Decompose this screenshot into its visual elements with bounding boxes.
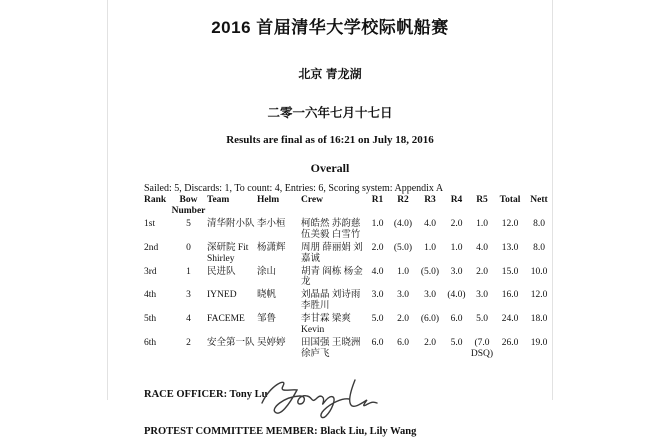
cell-rank: 1st <box>144 218 156 229</box>
cell-r1: 3.0 <box>371 290 384 301</box>
cell-r3: (5.0) <box>420 266 440 277</box>
table-row <box>144 219 553 243</box>
cell-r2: 1.0 <box>397 266 409 277</box>
signature-block <box>144 389 516 400</box>
cell-r3: 2.0 <box>424 338 436 349</box>
table-row <box>144 243 553 267</box>
cell-total: 16.0 <box>501 290 519 301</box>
cell-r4: 5.0 <box>450 338 463 349</box>
cell-crew: 胡青 阎栋 杨金龙 <box>301 266 363 288</box>
cell-r5: 2.0 <box>476 266 488 277</box>
cell-r2: 3.0 <box>397 290 409 301</box>
column-header-r2: R2 <box>397 195 409 205</box>
cell-r3: (6.0) <box>420 314 440 325</box>
event-location: 北京 青龙湖 <box>298 67 362 81</box>
cell-nett: 10.0 <box>530 266 548 277</box>
cell-r2: (4.0) <box>393 218 413 229</box>
cell-r4: (4.0) <box>447 290 466 301</box>
column-header-rank: Rank <box>144 195 167 205</box>
cell-bow: 3 <box>186 290 191 301</box>
cell-crew: 刘晶晶 刘诗雨 李胜川 <box>301 290 361 312</box>
cell-r5: 4.0 <box>476 242 488 253</box>
cell-nett: 8.0 <box>533 218 545 229</box>
cell-helm: 杨潇辉 <box>257 242 286 253</box>
page-title: 2016 首届清华大学校际帆船赛 <box>211 18 449 37</box>
cell-rank: 5th <box>144 314 157 325</box>
cell-crew: 柯皓然 苏韵慈 伍美毅 白雪竹 <box>301 218 361 240</box>
column-header-bow: Bow Number <box>171 195 206 216</box>
cell-bow: 4 <box>186 314 191 325</box>
cell-rank: 2nd <box>144 242 159 253</box>
cell-r3: 3.0 <box>424 290 436 301</box>
cell-r4: 2.0 <box>450 218 463 229</box>
cell-team: IYNED <box>207 290 237 301</box>
cell-r2: 6.0 <box>397 338 409 349</box>
cell-team: 民进队 <box>207 266 236 277</box>
column-header-crew: Crew <box>301 195 323 205</box>
cell-bow: 1 <box>186 266 191 277</box>
cell-bow: 0 <box>186 242 191 253</box>
cell-r5: 3.0 <box>476 290 488 301</box>
column-header-r1: R1 <box>371 195 384 205</box>
cell-team: FACEME <box>207 314 245 325</box>
cell-r3: 1.0 <box>424 242 436 253</box>
cell-total: 15.0 <box>501 266 519 277</box>
cell-r4: 3.0 <box>450 266 463 277</box>
section-title-overall: Overall <box>310 161 350 175</box>
cell-r5: 1.0 <box>476 218 488 229</box>
cell-r4: 6.0 <box>450 314 463 325</box>
cell-nett: 8.0 <box>533 242 545 253</box>
table-row <box>144 267 553 291</box>
cell-r1: 4.0 <box>371 266 384 277</box>
cell-helm: 涂山 <box>257 266 277 277</box>
cell-r1: 1.0 <box>371 218 384 229</box>
cell-helm: 李小桓 <box>257 218 286 229</box>
column-header-r3: R3 <box>424 195 436 205</box>
table-row <box>144 338 553 362</box>
cell-r3: 4.0 <box>424 218 436 229</box>
cell-team: 清华附小队 <box>207 218 255 229</box>
cell-rank: 3rd <box>144 266 157 277</box>
cell-total: 12.0 <box>501 218 519 229</box>
cell-r5: 5.0 <box>476 314 488 325</box>
column-header-r4: R4 <box>450 195 463 205</box>
column-header-team: Team <box>207 195 230 205</box>
series-summary: Sailed: 5, Discards: 1, To count: 4, Entries: 6, Scoring system: Appendix A <box>144 183 444 194</box>
cell-helm: 吴婷婷 <box>257 338 286 349</box>
cell-total: 24.0 <box>501 314 519 325</box>
cell-crew: 李甘霖 梁爽 Kevin <box>301 314 351 336</box>
race-officer-line: RACE OFFICER: Tony Lu <box>144 388 268 400</box>
cell-nett: 19.0 <box>530 338 548 349</box>
results-table <box>144 195 553 362</box>
cell-rank: 4th <box>144 290 157 301</box>
cell-crew: 周朋 薛丽娟 刘嘉诚 <box>301 242 363 264</box>
cell-r2: (5.0) <box>393 242 413 253</box>
cell-r1: 6.0 <box>371 338 384 349</box>
cell-nett: 12.0 <box>530 290 548 301</box>
cell-bow: 2 <box>186 338 191 349</box>
cell-r4: 1.0 <box>450 242 463 253</box>
cell-r1: 5.0 <box>371 314 384 325</box>
cell-team: 安全第一队 <box>207 338 255 349</box>
results-page <box>107 0 553 437</box>
cell-nett: 18.0 <box>530 314 548 325</box>
results-table-body <box>144 219 553 362</box>
column-header-total: Total <box>499 195 521 205</box>
table-header-row <box>144 195 553 219</box>
column-header-helm: Helm <box>257 195 280 205</box>
cell-crew: 田国强 王晓洲 徐庐飞 <box>301 338 361 359</box>
cell-total: 26.0 <box>501 338 519 349</box>
column-header-nett: Nett <box>530 195 548 205</box>
cell-r1: 2.0 <box>371 242 384 253</box>
cell-r2: 2.0 <box>397 314 409 325</box>
event-date: 二零一六年七月十七日 <box>267 106 393 120</box>
column-header-r5: R5 <box>476 195 488 205</box>
cell-rank: 6th <box>144 338 157 349</box>
cell-helm: 邹鲁 <box>257 314 277 325</box>
cell-r5: (7.0 DSQ) <box>470 338 494 359</box>
table-row <box>144 290 553 314</box>
cell-team: 深研院 Fit Shirley <box>207 242 249 264</box>
cell-total: 13.0 <box>501 242 519 253</box>
protest-committee-line: PROTEST COMMITTEE MEMBER: Black Liu, Lily Wang <box>144 425 417 437</box>
results-final-note: Results are final as of 16:21 on July 18, 2016 <box>226 134 434 146</box>
cell-bow: 5 <box>186 218 191 229</box>
table-row <box>144 314 553 338</box>
cell-helm: 晓帆 <box>257 290 277 301</box>
